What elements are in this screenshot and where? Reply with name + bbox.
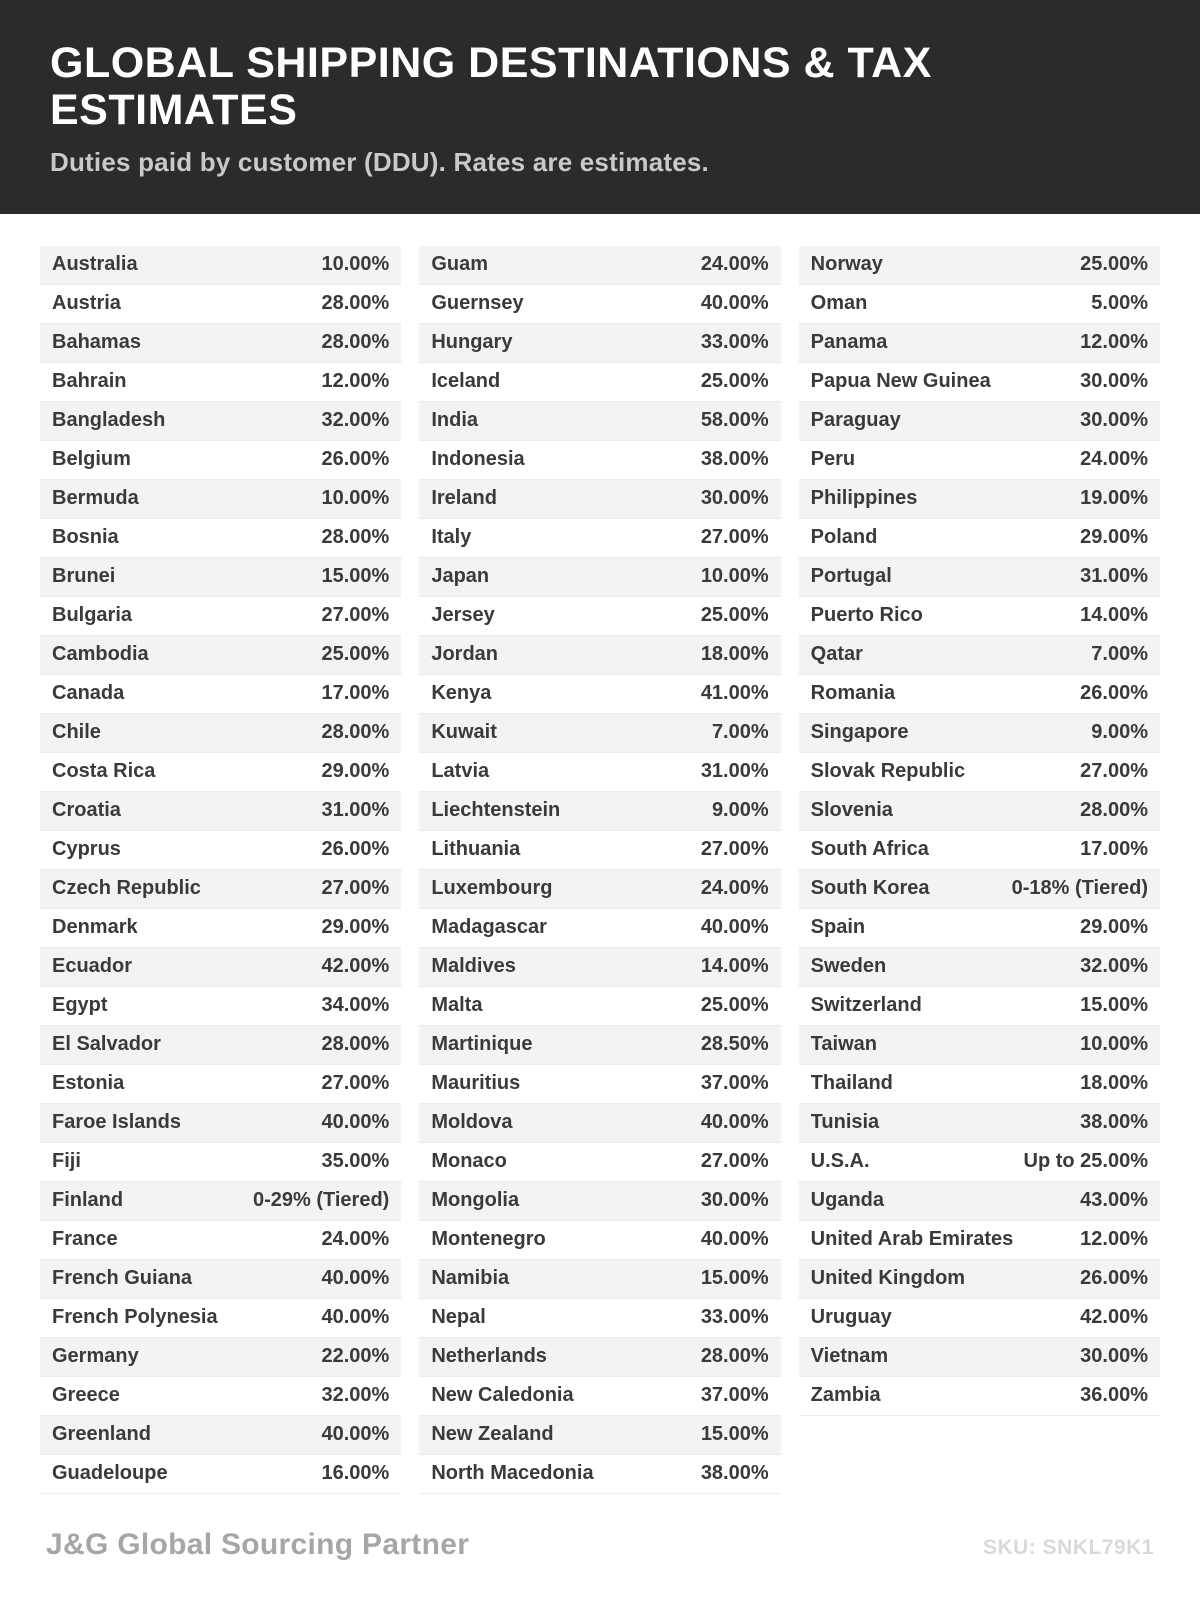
tax-rate: 22.00% <box>321 1345 390 1368</box>
country-name: Sweden <box>810 955 887 978</box>
country-name: Latvia <box>431 760 490 783</box>
country-name: French Polynesia <box>52 1306 218 1329</box>
tax-rate: 15.00% <box>1080 994 1148 1017</box>
country-name: Madagascar <box>431 916 547 939</box>
table-row <box>419 597 780 636</box>
country-name: Bosnia <box>52 526 119 549</box>
tax-rate: 28.00% <box>321 1033 390 1056</box>
tax-rate: 40.00% <box>321 1306 390 1329</box>
table-row <box>40 831 401 870</box>
table-row <box>40 246 401 285</box>
rates-column-2 <box>419 246 780 1494</box>
country-name: Spain <box>810 916 866 939</box>
table-row <box>419 1065 780 1104</box>
country-name: Austria <box>52 292 121 315</box>
tax-rate: 27.00% <box>321 1072 390 1095</box>
table-row <box>799 636 1160 675</box>
country-name: Panama <box>810 331 888 354</box>
country-name: Montenegro <box>431 1228 546 1251</box>
table-row <box>40 558 401 597</box>
tax-rate: 25.00% <box>700 370 769 393</box>
tax-rate: 17.00% <box>1080 838 1148 861</box>
country-name: Poland <box>810 526 878 549</box>
tax-rate: 30.00% <box>1080 370 1148 393</box>
country-name: Slovak Republic <box>810 760 966 783</box>
tax-rate: 10.00% <box>321 253 390 276</box>
country-name: India <box>431 409 478 432</box>
table-row <box>40 597 401 636</box>
tax-rate: 31.00% <box>321 799 390 822</box>
tax-rate: 58.00% <box>700 409 769 432</box>
country-name: French Guiana <box>52 1267 193 1290</box>
country-name: Zambia <box>810 1384 881 1407</box>
tax-rate: 5.00% <box>1091 292 1148 315</box>
table-row <box>419 1026 780 1065</box>
table-row <box>40 909 401 948</box>
table-row <box>40 402 401 441</box>
table-row <box>40 324 401 363</box>
country-name: Qatar <box>810 643 863 666</box>
table-row <box>799 1026 1160 1065</box>
country-name: El Salvador <box>52 1033 161 1056</box>
table-row <box>40 285 401 324</box>
footer <box>0 1528 1200 1600</box>
tax-rate: 0-18% (Tiered) <box>1011 877 1148 900</box>
table-row <box>419 948 780 987</box>
country-name: Jersey <box>431 604 495 627</box>
tax-rate: 37.00% <box>700 1072 769 1095</box>
country-name: Uganda <box>810 1189 884 1212</box>
table-row <box>799 441 1160 480</box>
country-name: Ecuador <box>52 955 133 978</box>
country-name: Bulgaria <box>52 604 133 627</box>
table-row <box>40 1104 401 1143</box>
tax-rate: 26.00% <box>1080 1267 1148 1290</box>
country-name: Martinique <box>431 1033 533 1056</box>
country-name: Bangladesh <box>52 409 166 432</box>
tax-rate: 27.00% <box>700 526 769 549</box>
tax-rate: 15.00% <box>321 565 390 588</box>
tax-rate: 40.00% <box>700 1111 769 1134</box>
country-name: Cyprus <box>52 838 121 861</box>
table-row <box>419 402 780 441</box>
table-row <box>799 909 1160 948</box>
table-row <box>419 831 780 870</box>
tax-rate: 29.00% <box>321 916 390 939</box>
country-name: Liechtenstein <box>431 799 561 822</box>
page-subtitle: Duties paid by customer (DDU). Rates are estimates. <box>50 146 709 177</box>
table-row <box>799 285 1160 324</box>
table-row <box>419 324 780 363</box>
tax-rate: 38.00% <box>700 1462 769 1485</box>
tax-rate: 38.00% <box>700 448 769 471</box>
tax-rate: 19.00% <box>1080 487 1148 510</box>
tax-rate: 24.00% <box>321 1228 390 1251</box>
table-row <box>799 402 1160 441</box>
country-name: Chile <box>52 721 101 744</box>
table-row <box>40 1377 401 1416</box>
country-name: Philippines <box>810 487 918 510</box>
country-name: Portugal <box>810 565 892 588</box>
country-name: Taiwan <box>810 1033 877 1056</box>
tax-rate: 30.00% <box>1080 1345 1148 1368</box>
tax-rate: 10.00% <box>321 487 390 510</box>
country-name: Paraguay <box>810 409 901 432</box>
table-row <box>419 480 780 519</box>
table-row <box>40 1299 401 1338</box>
country-name: Ireland <box>431 487 497 510</box>
country-name: Mauritius <box>431 1072 521 1095</box>
country-name: United Kingdom <box>810 1267 966 1290</box>
country-name: Bahrain <box>52 370 127 393</box>
table-row <box>799 597 1160 636</box>
tax-rate: 16.00% <box>321 1462 390 1485</box>
tax-rate: 15.00% <box>700 1423 769 1446</box>
tax-rate: 28.00% <box>321 331 390 354</box>
table-row <box>799 870 1160 909</box>
tax-rate: 7.00% <box>1091 643 1148 666</box>
country-name: Guam <box>431 253 489 276</box>
country-name: Lithuania <box>431 838 521 861</box>
header <box>0 0 1200 214</box>
country-name: Brunei <box>52 565 116 588</box>
tax-rate: Up to 25.00% <box>1023 1150 1148 1173</box>
country-name: Belgium <box>52 448 131 471</box>
rates-column-1 <box>40 246 401 1494</box>
table-row <box>419 1377 780 1416</box>
tax-rate: 33.00% <box>700 331 769 354</box>
table-row <box>40 363 401 402</box>
tax-rate: 41.00% <box>700 682 769 705</box>
table-row <box>40 519 401 558</box>
table-row <box>799 1377 1160 1416</box>
country-name: Vietnam <box>810 1345 889 1368</box>
tax-rate: 12.00% <box>1080 331 1148 354</box>
table-row <box>799 948 1160 987</box>
country-name: Puerto Rico <box>810 604 923 627</box>
country-name: Cambodia <box>52 643 149 666</box>
table-row <box>419 1143 780 1182</box>
tax-rate: 26.00% <box>321 838 390 861</box>
table-row <box>799 324 1160 363</box>
country-name: Nepal <box>431 1306 486 1329</box>
tax-rate: 9.00% <box>1091 721 1148 744</box>
table-row <box>40 1455 401 1494</box>
tax-rate: 40.00% <box>321 1267 390 1290</box>
rates-column-3 <box>799 246 1160 1416</box>
country-name: Guadeloupe <box>52 1462 168 1485</box>
table-row <box>419 246 780 285</box>
country-name: Italy <box>431 526 472 549</box>
tax-rate: 31.00% <box>700 760 769 783</box>
tax-rate: 38.00% <box>1080 1111 1148 1134</box>
country-name: Egypt <box>52 994 108 1017</box>
country-name: North Macedonia <box>431 1462 594 1485</box>
tax-rate: 40.00% <box>321 1423 390 1446</box>
country-name: Thailand <box>810 1072 893 1095</box>
table-row <box>419 792 780 831</box>
table-row <box>419 987 780 1026</box>
country-name: Fiji <box>52 1150 81 1173</box>
country-name: Netherlands <box>431 1345 547 1368</box>
country-name: Romania <box>810 682 896 705</box>
tax-rate: 29.00% <box>1080 526 1148 549</box>
tax-rate: 18.00% <box>700 643 769 666</box>
table-row <box>40 636 401 675</box>
table-row <box>40 1260 401 1299</box>
tax-rate: 18.00% <box>1080 1072 1148 1095</box>
tax-rate: 34.00% <box>321 994 390 1017</box>
tax-rate: 40.00% <box>321 1111 390 1134</box>
table-row <box>419 558 780 597</box>
country-name: Malta <box>431 994 483 1017</box>
country-name: Denmark <box>52 916 138 939</box>
rates-grid <box>0 214 1200 1494</box>
table-row <box>419 1338 780 1377</box>
table-row <box>799 1104 1160 1143</box>
tax-rate: 25.00% <box>700 604 769 627</box>
country-name: South Africa <box>810 838 929 861</box>
table-row <box>799 1221 1160 1260</box>
table-row <box>419 909 780 948</box>
country-name: Greenland <box>52 1423 151 1446</box>
country-name: Mongolia <box>431 1189 520 1212</box>
table-row <box>40 1416 401 1455</box>
table-row <box>799 1182 1160 1221</box>
table-row <box>40 1182 401 1221</box>
table-row <box>419 1455 780 1494</box>
tax-rate: 28.00% <box>321 292 390 315</box>
country-name: Luxembourg <box>431 877 553 900</box>
country-name: Greece <box>52 1384 120 1407</box>
tax-rate: 35.00% <box>321 1150 390 1173</box>
table-row <box>799 987 1160 1026</box>
country-name: Faroe Islands <box>52 1111 181 1134</box>
table-row <box>40 1338 401 1377</box>
country-name: Papua New Guinea <box>810 370 991 393</box>
tax-rate: 12.00% <box>1080 1228 1148 1251</box>
country-name: Namibia <box>431 1267 510 1290</box>
tax-rate: 43.00% <box>1080 1189 1148 1212</box>
country-name: Peru <box>810 448 856 471</box>
tax-rate: 25.00% <box>1080 253 1148 276</box>
tax-rate: 25.00% <box>321 643 390 666</box>
country-name: U.S.A. <box>810 1150 870 1173</box>
tax-rate: 24.00% <box>700 877 769 900</box>
tax-rate: 10.00% <box>700 565 769 588</box>
country-name: Guernsey <box>431 292 524 315</box>
country-name: Bermuda <box>52 487 139 510</box>
table-row <box>799 519 1160 558</box>
page-title: GLOBAL SHIPPING DESTINATIONS & TAX ESTIMATES <box>50 39 932 135</box>
table-row <box>799 1338 1160 1377</box>
table-row <box>419 363 780 402</box>
table-row <box>419 1299 780 1338</box>
country-name: Costa Rica <box>52 760 156 783</box>
country-name: France <box>52 1228 118 1251</box>
tax-rate: 40.00% <box>700 916 769 939</box>
table-row <box>40 480 401 519</box>
country-name: New Caledonia <box>431 1384 574 1407</box>
tax-rate: 42.00% <box>1080 1306 1148 1329</box>
table-row <box>40 441 401 480</box>
table-row <box>799 558 1160 597</box>
country-name: Canada <box>52 682 125 705</box>
country-name: Iceland <box>431 370 501 393</box>
tax-rate: 0-29% (Tiered) <box>252 1189 390 1212</box>
country-name: Croatia <box>52 799 121 822</box>
table-row <box>419 1260 780 1299</box>
table-row <box>799 1143 1160 1182</box>
table-row <box>40 1065 401 1104</box>
tax-rate: 40.00% <box>700 292 769 315</box>
country-name: United Arab Emirates <box>810 1228 1014 1251</box>
tax-rate: 14.00% <box>700 955 769 978</box>
table-row <box>419 870 780 909</box>
country-name: South Korea <box>810 877 930 900</box>
country-name: Maldives <box>431 955 516 978</box>
tax-rate: 28.00% <box>321 526 390 549</box>
tax-rate: 32.00% <box>321 409 390 432</box>
tax-rate: 37.00% <box>700 1384 769 1407</box>
tax-rate: 10.00% <box>1080 1033 1148 1056</box>
country-name: Tunisia <box>810 1111 880 1134</box>
country-name: Bahamas <box>52 331 141 354</box>
tax-rate: 32.00% <box>1080 955 1148 978</box>
country-name: Australia <box>52 253 138 276</box>
table-row <box>419 1416 780 1455</box>
table-row <box>799 1065 1160 1104</box>
table-row <box>40 987 401 1026</box>
country-name: Japan <box>431 565 490 588</box>
tax-rate: 28.00% <box>700 1345 769 1368</box>
table-row <box>40 1026 401 1065</box>
tax-rate: 32.00% <box>321 1384 390 1407</box>
tax-rate: 31.00% <box>1080 565 1148 588</box>
table-row <box>799 1260 1160 1299</box>
table-row <box>799 363 1160 402</box>
table-row <box>419 441 780 480</box>
table-row <box>799 753 1160 792</box>
table-row <box>419 636 780 675</box>
tax-rate: 12.00% <box>321 370 390 393</box>
table-row <box>419 1221 780 1260</box>
tax-rate: 28.00% <box>1080 799 1148 822</box>
tax-rate: 29.00% <box>1080 916 1148 939</box>
tax-rate: 24.00% <box>1080 448 1148 471</box>
country-name: Kuwait <box>431 721 497 744</box>
tax-rate: 24.00% <box>700 253 769 276</box>
tax-rate: 36.00% <box>1080 1384 1148 1407</box>
country-name: Jordan <box>431 643 499 666</box>
table-row <box>40 948 401 987</box>
table-row <box>799 714 1160 753</box>
tax-rate: 25.00% <box>700 994 769 1017</box>
country-name: Moldova <box>431 1111 513 1134</box>
table-row <box>799 1299 1160 1338</box>
tax-rate: 28.50% <box>700 1033 769 1056</box>
table-row <box>40 1143 401 1182</box>
country-name: Finland <box>52 1189 124 1212</box>
tax-rate: 27.00% <box>1080 760 1148 783</box>
tax-rate: 7.00% <box>711 721 769 744</box>
table-row <box>419 285 780 324</box>
table-row <box>40 753 401 792</box>
tax-rate: 30.00% <box>700 487 769 510</box>
tax-rate: 40.00% <box>700 1228 769 1251</box>
table-row <box>40 714 401 753</box>
country-name: Slovenia <box>810 799 893 822</box>
table-row <box>419 1182 780 1221</box>
country-name: Uruguay <box>810 1306 892 1329</box>
sku-text: SKU: SNKL79K1 <box>982 1536 1154 1559</box>
tax-rate: 14.00% <box>1080 604 1148 627</box>
country-name: Monaco <box>431 1150 507 1173</box>
table-row <box>799 675 1160 714</box>
table-row <box>40 792 401 831</box>
country-name: Oman <box>810 292 868 315</box>
country-name: Estonia <box>52 1072 125 1095</box>
table-row <box>799 831 1160 870</box>
country-name: Hungary <box>431 331 513 354</box>
table-row <box>419 1104 780 1143</box>
tax-rate: 28.00% <box>321 721 390 744</box>
table-row <box>40 675 401 714</box>
tax-rate: 26.00% <box>321 448 390 471</box>
tax-rate: 30.00% <box>700 1189 769 1212</box>
tax-rate: 27.00% <box>321 877 390 900</box>
tax-rate: 30.00% <box>1080 409 1148 432</box>
tax-rate: 17.00% <box>321 682 390 705</box>
table-row <box>419 519 780 558</box>
table-row <box>799 480 1160 519</box>
tax-rate: 27.00% <box>700 838 769 861</box>
brand-text: J&G Global Sourcing Partner <box>46 1528 470 1561</box>
tax-rate: 26.00% <box>1080 682 1148 705</box>
table-row <box>419 675 780 714</box>
country-name: New Zealand <box>431 1423 554 1446</box>
country-name: Singapore <box>810 721 909 744</box>
tax-rate: 27.00% <box>700 1150 769 1173</box>
tax-rate: 9.00% <box>711 799 769 822</box>
country-name: Indonesia <box>431 448 525 471</box>
tax-rate: 15.00% <box>700 1267 769 1290</box>
tax-rate: 42.00% <box>321 955 390 978</box>
country-name: Norway <box>810 253 883 276</box>
country-name: Kenya <box>431 682 492 705</box>
tax-rate: 29.00% <box>321 760 390 783</box>
tax-rate: 33.00% <box>700 1306 769 1329</box>
country-name: Germany <box>52 1345 139 1368</box>
table-row <box>799 792 1160 831</box>
table-row <box>40 870 401 909</box>
country-name: Switzerland <box>810 994 922 1017</box>
table-row <box>40 1221 401 1260</box>
tax-rate: 27.00% <box>321 604 390 627</box>
country-name: Czech Republic <box>52 877 201 900</box>
table-row <box>419 714 780 753</box>
table-row <box>799 246 1160 285</box>
table-row <box>419 753 780 792</box>
